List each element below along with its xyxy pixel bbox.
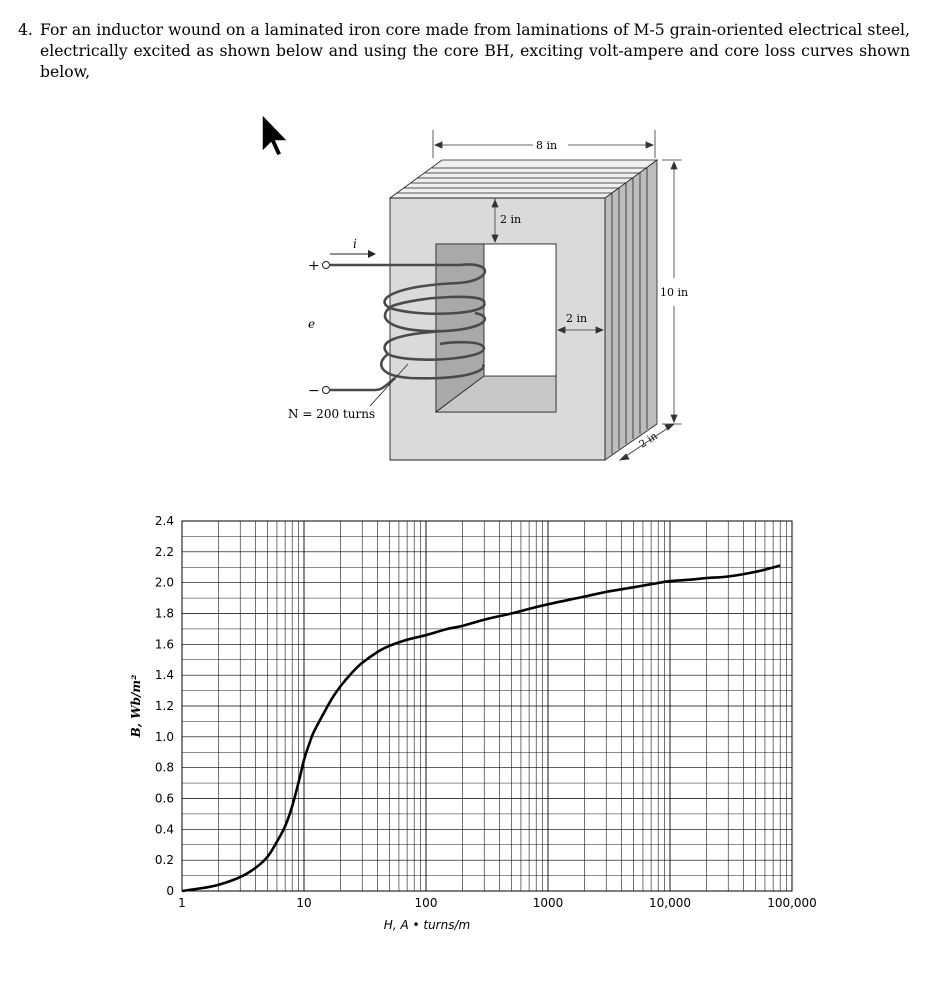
bh-curve-chart	[120, 505, 840, 945]
y-tick-label: 1.4	[154, 668, 174, 683]
y-tick-label: 1.6	[154, 637, 174, 652]
dim-top-thickness-label: 2 in	[500, 213, 522, 226]
dim-right-leg-label: 2 in	[566, 312, 588, 325]
turns-label: N = 200 turns	[288, 407, 376, 421]
y-tick-label: 0.2	[154, 853, 174, 868]
current-label: i	[353, 237, 357, 251]
plus-terminal	[323, 262, 330, 269]
y-tick-label: 0.4	[154, 822, 174, 837]
window-opening	[484, 244, 556, 376]
core-laminations	[605, 160, 657, 460]
y-tick-label: 0.8	[154, 760, 174, 775]
y-tick-label: 1.2	[154, 699, 174, 713]
voltage-label: e	[308, 317, 316, 331]
inductor-core-diagram	[270, 128, 690, 468]
dim-depth-label: 2 in	[637, 430, 660, 451]
y-tick-label: 2.0	[154, 575, 174, 590]
x-axis-label: H, A • turns/m	[383, 918, 471, 932]
x-tick-label: 10,000	[649, 896, 691, 910]
x-tick-label: 1	[178, 896, 186, 910]
chart-grid	[182, 521, 792, 891]
x-tick-label: 10	[296, 896, 312, 910]
y-tick-label: 1.8	[154, 606, 174, 621]
dim-height-label: 10 in	[660, 286, 689, 299]
y-tick-label: 1.0	[154, 729, 174, 744]
y-tick-label: 0.6	[154, 791, 174, 806]
problem-statement	[18, 20, 910, 83]
y-tick-label: 0	[166, 884, 174, 898]
x-tick-label: 100,000	[767, 896, 817, 910]
y-tick-label: 2.4	[154, 514, 174, 528]
plus-sign: +	[308, 258, 320, 274]
minus-sign: −	[308, 383, 320, 399]
dim-top-label: 8 in	[536, 139, 558, 152]
y-axis-label: B, Wb/m²	[129, 674, 143, 738]
problem-number: 4.	[18, 21, 33, 39]
y-tick-label: 2.2	[154, 544, 174, 559]
x-tick-label: 1000	[532, 896, 564, 910]
minus-terminal	[323, 387, 330, 394]
x-tick-label: 100	[414, 896, 438, 910]
x-tick-labels	[178, 896, 817, 910]
problem-text: For an inductor wound on a laminated iron core made from laminations of M-5 grain-oriented electrical steel, electrically excited as shown below and using the core BH, exciting volt-ampere and core loss curves shown below,	[40, 21, 910, 81]
bh-curve-line	[182, 566, 780, 891]
y-tick-labels	[155, 514, 174, 898]
